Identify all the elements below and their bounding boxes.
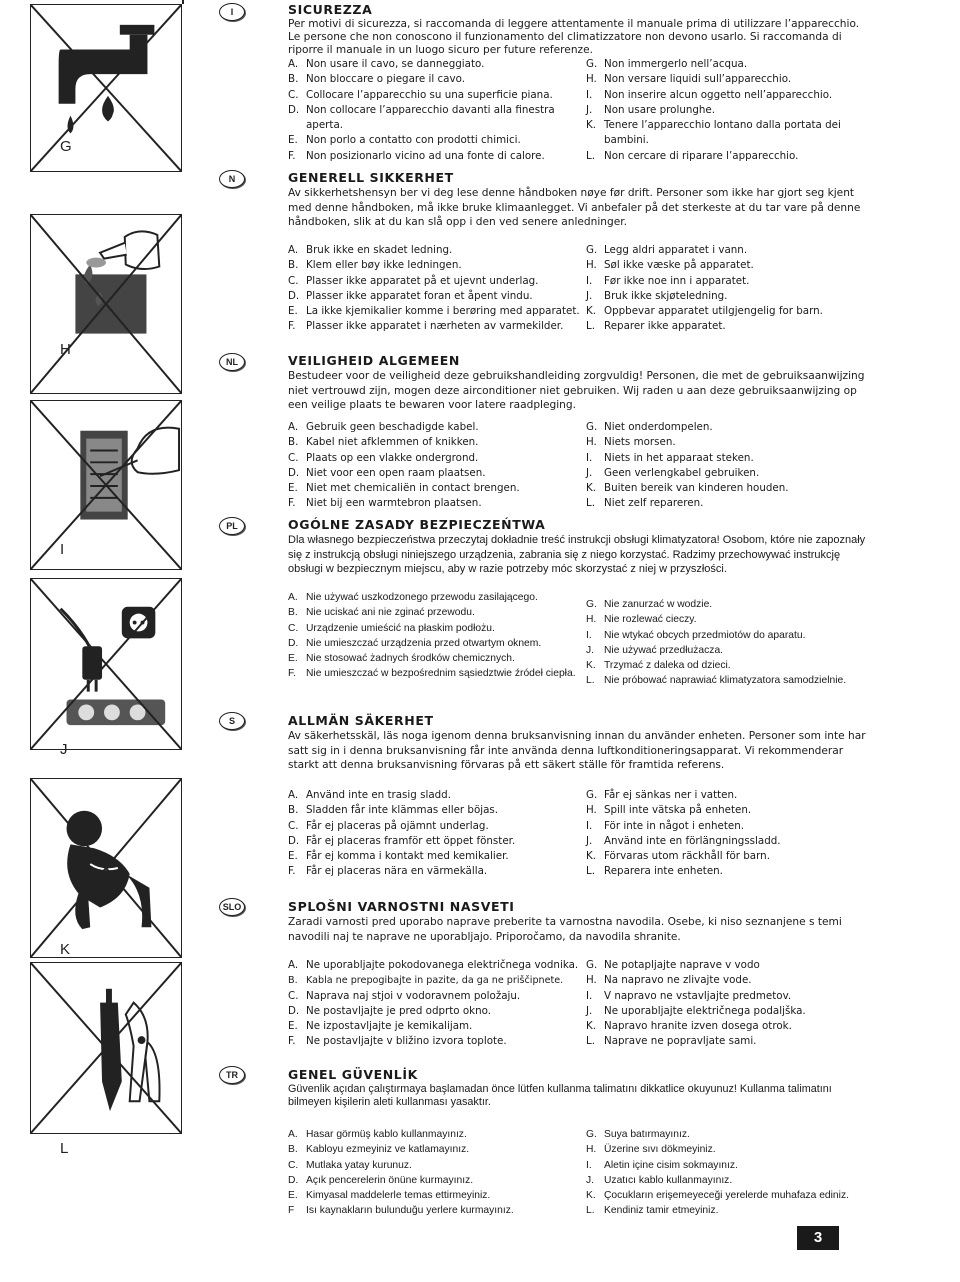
rule-item: H. Spill inte vätska på enheten. bbox=[586, 804, 752, 817]
section-intro: Dla własnego bezpieczeństwa przeczytaj dokładnie treść instrukcji obsługi klimatyzatora! Osobom, które nie zapoznały się z instrukcją obsługi niniejszego urządzenia, zabrania się z niego korzystać. Radzimy przechowywać instrukcję obsługi w bezpiecznym miejscu, aby w razie potrzeby móc skorzystać z niej w przyszłości. bbox=[288, 534, 866, 576]
panel-label-g: G bbox=[60, 138, 72, 155]
section-title: SICUREZZA bbox=[288, 2, 373, 17]
pictogram-panel-k bbox=[30, 778, 182, 958]
rule-item: H. Nie rozlewać cieczy. bbox=[586, 614, 697, 626]
rule-item: H. Na napravo ne zlivajte vode. bbox=[586, 974, 752, 987]
rule-item: L. Reparera inte enheten. bbox=[586, 865, 723, 878]
rule-item: A. Gebruik geen beschadigde kabel. bbox=[288, 421, 479, 433]
child-crawling-icon bbox=[31, 779, 181, 957]
panel-label-i: I bbox=[60, 541, 65, 558]
rule-item: L. Naprave ne popravljate sami. bbox=[586, 1035, 757, 1048]
rule-item: F. Niet bij een warmtebron plaatsen. bbox=[288, 497, 482, 510]
rule-item: G. Suya batırmayınız. bbox=[586, 1129, 690, 1140]
rule-item: L. Kendiniz tamir etmeyiniz. bbox=[586, 1205, 719, 1217]
rule-item: A. Nie używać uszkodzonego przewodu zasilającego. bbox=[288, 592, 538, 603]
rule-item: L. Reparer ikke apparatet. bbox=[586, 320, 726, 333]
rule-item: F. Non posizionarlo vicino ad una fonte di calore. bbox=[288, 149, 545, 162]
rule-item: H. Niets morsen. bbox=[586, 436, 676, 449]
section-title: GENEL GÜVENLİK bbox=[288, 1067, 418, 1082]
rule-item: G. Nie zanurzać w wodzie. bbox=[586, 599, 713, 610]
rule-item: I. Før ikke noe inn i apparatet. bbox=[586, 274, 750, 287]
section-no-rules bbox=[288, 243, 874, 335]
rule-item: K. Buiten bereik van kinderen houden. bbox=[586, 482, 789, 495]
rule-item: I. Aletin içine cisim sokmayınız. bbox=[586, 1159, 738, 1171]
rule-item: E. Non porlo a contatto con prodotti chimici. bbox=[288, 134, 521, 147]
section-title: GENERELL SIKKERHET bbox=[288, 170, 454, 185]
screwdriver-pliers-icon bbox=[31, 963, 181, 1133]
rule-item: L. Non cercare di riparare l’apparecchio. bbox=[586, 149, 799, 162]
section-intro: Av sikkerhetshensyn ber vi deg lese denne håndboken nøye før drift. Personer som ikke har gjort seg kjent med denne håndboken, må ikke bruke klimaanlegget. Vi anbefaler på det sterkeste at du tar vare på denne håndboken, slik at du kan slå opp i den ved senere anledninger. bbox=[288, 187, 861, 229]
rule-item: G. Får ej sänkas ner i vatten. bbox=[586, 789, 738, 801]
section-intro: Güvenlik açıdan çalıştırmaya başlamadan önce lütfen kullanma talimatını dikkatlice okuyunuz! Kullanma talimatını bilmeyen kişilerin aleti kullanması yasaktır. bbox=[288, 1083, 832, 1108]
rule-item: A. Bruk ikke en skadet ledning. bbox=[288, 244, 453, 256]
rule-item: D. Non collocare l’apparecchio davanti alla finestra aperta. bbox=[288, 103, 555, 132]
rule-item: H. Üzerine sıvı dökmeyiniz. bbox=[586, 1144, 716, 1156]
rule-item: A. Ne uporabljajte pokodovanega električnega vodnika. bbox=[288, 959, 579, 971]
language-badge-it: I bbox=[219, 3, 245, 21]
rule-item: B. Non bloccare o piegare il cavo. bbox=[288, 73, 465, 86]
language-badge-sl: SLO bbox=[219, 898, 245, 916]
rule-item: D. Ne postavljajte je pred odprto okno. bbox=[288, 1004, 492, 1017]
section-tr-header bbox=[288, 1067, 874, 1109]
section-it-rules bbox=[288, 57, 874, 164]
rule-item: G. Ne potapljajte naprave v vodo bbox=[586, 959, 760, 971]
rule-item: E. Niet met chemicaliën in contact brengen. bbox=[288, 482, 520, 495]
rule-item: B. Sladden får inte klämmas eller böjas. bbox=[288, 804, 499, 817]
rule-item: E. Ne izpostavljajte je kemikalijam. bbox=[288, 1020, 473, 1033]
rule-item: D. Plasser ikke apparatet foran et åpent vindu. bbox=[288, 289, 533, 302]
rule-item: B. Nie uciskać ani nie zginać przewodu. bbox=[288, 607, 475, 619]
rule-item: J. Geen verlengkabel gebruiken. bbox=[586, 466, 760, 479]
rule-item: K. Trzymać z daleka od dzieci. bbox=[586, 660, 731, 672]
section-it-header bbox=[288, 2, 874, 57]
language-badge-no: N bbox=[219, 170, 245, 188]
rule-item: E. Får ej komma i kontakt med kemikalier. bbox=[288, 850, 509, 863]
hand-inserting-object-icon bbox=[31, 401, 181, 569]
rule-item: J. Använd inte en förlängningssladd. bbox=[586, 834, 781, 847]
rule-item: H. Søl ikke væske på apparatet. bbox=[586, 259, 754, 272]
rule-item: C. Urządzenie umieścić na płaskim podłożu. bbox=[288, 622, 495, 634]
extension-cord-icon bbox=[31, 579, 181, 749]
section-sl-rules bbox=[288, 958, 874, 1050]
rule-item: J. Ne uporabljajte električnega podaljška. bbox=[586, 1004, 806, 1017]
section-no-header bbox=[288, 170, 874, 230]
rule-item: C. Mutlaka yatay kurunuz. bbox=[288, 1159, 412, 1171]
rule-item: K. Napravo hranite izven dosega otrok. bbox=[586, 1020, 792, 1033]
rule-item: L. Niet zelf repareren. bbox=[586, 497, 704, 510]
rule-item: E. La ikke kjemikalier komme i berøring med apparatet. bbox=[288, 305, 580, 318]
rule-item: K. Förvaras utom räckhåll för barn. bbox=[586, 850, 770, 863]
rule-item: D. Niet voor een open raam plaatsen. bbox=[288, 466, 486, 479]
rule-item: C. Plaats op een vlakke ondergrond. bbox=[288, 451, 479, 464]
section-title: SPLOŠNI VARNOSTNI NASVETI bbox=[288, 899, 515, 914]
section-tr-rules bbox=[288, 1127, 874, 1219]
rule-item: F. Får ej placeras nära en värmekälla. bbox=[288, 865, 488, 878]
language-badge-pl: PL bbox=[219, 517, 245, 535]
rule-item: K. Çocukların erişemeyeceği yerelerde muhafaza ediniz. bbox=[586, 1190, 849, 1202]
language-badge-tr: TR bbox=[219, 1066, 245, 1084]
rule-item: J. Nie używać przedłużacza. bbox=[586, 644, 724, 656]
rule-item: A. Använd inte en trasig sladd. bbox=[288, 789, 451, 801]
language-badge-sv: S bbox=[219, 712, 245, 730]
section-title: VEILIGHEID ALGEMEEN bbox=[288, 353, 460, 368]
section-title: OGÓLNE ZASADY BEZPIECZEŃTWA bbox=[288, 517, 546, 532]
rule-item: A. Non usare il cavo, se danneggiato. bbox=[288, 58, 485, 70]
panel-label-j: J bbox=[60, 741, 68, 758]
section-sv-rules bbox=[288, 788, 874, 880]
section-sv-header bbox=[288, 713, 874, 773]
panel-label-k: K bbox=[60, 941, 71, 958]
rule-item: F. Plasser ikke apparatet i nærheten av varmekilder. bbox=[288, 320, 564, 333]
rule-item: I. För inte in något i enheten. bbox=[586, 819, 745, 832]
rule-item: B. Klem eller bøy ikke ledningen. bbox=[288, 259, 462, 272]
section-nl-rules bbox=[288, 420, 874, 512]
section-sl-header bbox=[288, 899, 874, 944]
panel-label-h: H bbox=[60, 341, 71, 358]
rule-item: A. Hasar görmüş kablo kullanmayınız. bbox=[288, 1129, 467, 1140]
section-intro: Av säkerhetsskäl, läs noga igenom denna bruksanvisning innan du använder enheten. Personer som inte har satt sig in i denna bruksanvisning får inte använda denna luftkonditioneringsapparat. Vi rekommenderar starkt att denna bruksanvisning förvaras på ett säkert ställe för framtida referens. bbox=[288, 730, 866, 772]
rule-item: B. Kabla ne prepogibajte in pazite, da ga ne priščipnete. bbox=[288, 975, 564, 987]
rule-item: C. Plasser ikke apparatet på et ujevnt underlag. bbox=[288, 274, 539, 287]
rule-item: D. Açık pencerelerin önüne kurmayınız. bbox=[288, 1174, 474, 1186]
rule-item: K. Oppbevar apparatet utilgjengelig for barn. bbox=[586, 305, 823, 318]
rule-item: C. Naprava naj stjoi v vodoravnem položaju. bbox=[288, 989, 521, 1002]
section-intro: Bestudeer voor de veiligheid deze gebruikshandleiding zorgvuldig! Personen, die met de gebruiksaanwijzing niet vertrouwd zijn, mogen deze airconditioner niet gebruiken. Wij raden u aan deze gebruiksaanwijzing op een veilige plaats te bewaren voor latere raadpleging. bbox=[288, 370, 865, 412]
panel-label-l: L bbox=[60, 1140, 69, 1157]
page-number: 3 bbox=[797, 1226, 839, 1250]
rule-item: I. Niets in het apparaat steken. bbox=[586, 451, 754, 464]
section-intro: Per motivi di sicurezza, si raccomanda di leggere attentamente il manuale prima di utilizzare l’apparecchio. Le persone che non conoscono il funzionamento del climatizzatore non devono usarlo. Si raccomanda di riporre il manuale in un luogo sicuro per future referenze. bbox=[288, 18, 860, 56]
section-intro: Zaradi varnosti pred uporabo naprave preberite ta varnostna navodila. Osebe, ki niso seznanjene s temi navodili naj te naprave ne uporabljajo. Priporočamo, da navodila shranite. bbox=[288, 916, 842, 943]
rule-item: D. Får ej placeras framför ett öppet fönster. bbox=[288, 834, 516, 847]
rule-item: J. Non usare prolunghe. bbox=[586, 103, 716, 116]
section-nl-header bbox=[288, 353, 874, 413]
rule-item: G. Legg aldri apparatet i vann. bbox=[586, 244, 748, 256]
rule-item: I. Nie wtykać obcych przedmiotów do aparatu. bbox=[586, 629, 806, 641]
rule-item: H. Non versare liquidi sull’apparecchio. bbox=[586, 73, 792, 86]
language-badge-nl: NL bbox=[219, 353, 245, 371]
rule-item: F. Nie umieszczać w bezpośrednim sąsiedztwie źródeł ciepła. bbox=[288, 668, 576, 680]
section-title: ALLMÄN SÄKERHET bbox=[288, 713, 434, 728]
rule-item: J. Bruk ikke skjøteledning. bbox=[586, 289, 728, 302]
pictogram-panel-g bbox=[30, 4, 182, 172]
rule-item: B. Kabloyu ezmeyiniz ve katlamayınız. bbox=[288, 1144, 470, 1156]
section-pl-header bbox=[288, 517, 874, 577]
rule-item: I. Non inserire alcun oggetto nell’apparecchio. bbox=[586, 88, 833, 101]
rule-item: C. Får ej placeras på ojämnt underlag. bbox=[288, 819, 489, 832]
rule-item: L. Nie próbować naprawiać klimatyzatora samodzielnie. bbox=[586, 675, 847, 687]
rule-item: B. Kabel niet afklemmen of knikken. bbox=[288, 436, 479, 449]
rule-item: E. Nie stosować żadnych środków chemicznych. bbox=[288, 653, 515, 665]
rule-item: F. Ne postavljajte v bližino izvora toplote. bbox=[288, 1035, 507, 1048]
faucet-water-icon bbox=[31, 5, 181, 171]
top-rule bbox=[182, 0, 184, 4]
rule-item: E. Kimyasal maddelerle temas ettirmeyiniz. bbox=[288, 1190, 491, 1202]
pictogram-panel-i bbox=[30, 400, 182, 570]
rule-item: I. V napravo ne vstavljajte predmetov. bbox=[586, 989, 792, 1002]
pictogram-panel-j bbox=[30, 578, 182, 750]
rule-item: J. Uzatıcı kablo kullanmayınız. bbox=[586, 1174, 733, 1186]
rule-item: K. Tenere l’apparecchio lontano dalla portata dei bambini. bbox=[586, 119, 841, 147]
pictogram-panel-l bbox=[30, 962, 182, 1134]
pouring-kettle-icon bbox=[31, 215, 181, 393]
rule-item: F Isı kaynakların bulunduğu yerlere kurmayınız. bbox=[288, 1205, 514, 1217]
rule-item: C. Collocare l’apparecchio su una superficie piana. bbox=[288, 88, 553, 101]
rule-item: G. Non immergerlo nell’acqua. bbox=[586, 58, 748, 70]
rule-item: G. Niet onderdompelen. bbox=[586, 421, 713, 433]
pictogram-panel-h bbox=[30, 214, 182, 394]
section-pl-rules bbox=[288, 590, 874, 689]
rule-item: D. Nie umieszczać urządzenia przed otwartym oknem. bbox=[288, 637, 542, 649]
